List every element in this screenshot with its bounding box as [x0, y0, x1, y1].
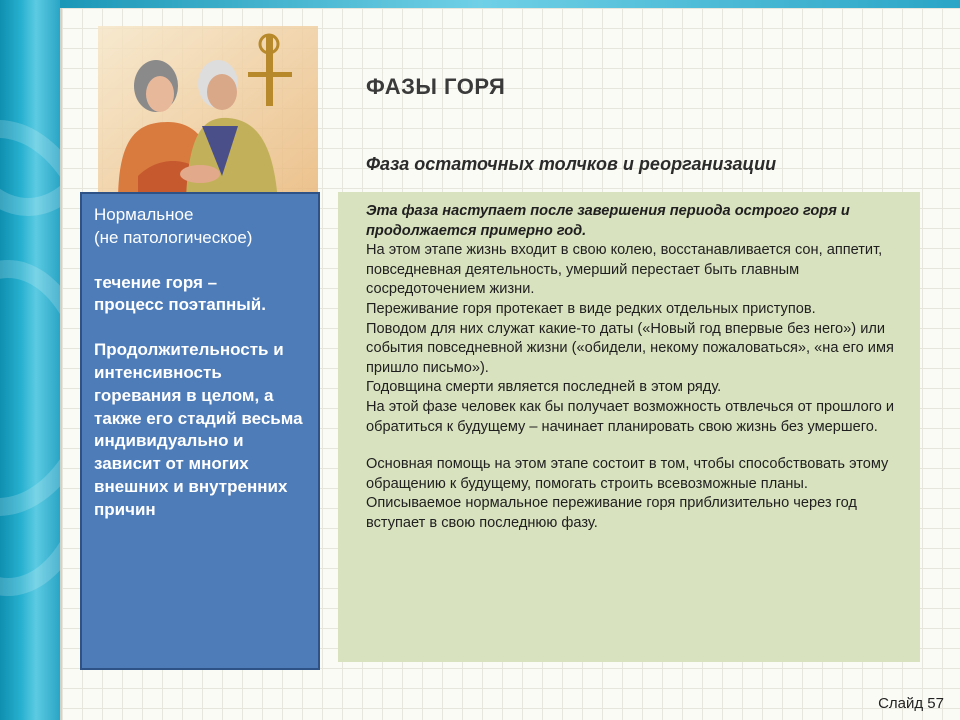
left-decor-band: [0, 0, 60, 720]
slide-title: ФАЗЫ ГОРЯ: [366, 74, 506, 99]
phase-description-box: [338, 192, 920, 662]
phase-paragraph: На этой фазе человек как бы получает возможность отвлечься от прошлого и обратиться к будущему – начинает планировать свою жизнь без умершего.: [366, 398, 895, 435]
summary-line-course: течение горя –: [94, 272, 218, 292]
top-decor-band: [0, 0, 960, 8]
phase-lead-text: Эта фаза наступает после завершения периода острого горя и продолжается примерно год.: [366, 203, 850, 239]
phase-paragraph-help: Основная помощь на этом этапе состоит в том, чтобы способствовать этому обращению к будущему, помогать строить всевозможные планы. Описываемое нормальное переживание горя приблизительно через год вступает в свою последнюю фазу.: [366, 456, 889, 531]
summary-line-non-pathological: (не патологическое): [94, 227, 253, 247]
phase-paragraph: Поводом для них служат какие-то даты («Новый год впервые без него») или события повседневной жизни («обидели, некому пожаловаться», «на его имя пришло письмо»).: [366, 320, 894, 376]
normal-grief-summary-box: [80, 192, 320, 670]
phase-paragraph: Годовщина смерти является последней в этом ряду.: [366, 379, 722, 396]
phase-paragraph: Переживание горя протекает в виде редких отдельных приступов.: [366, 300, 816, 317]
grieving-couple-illustration: [98, 26, 318, 202]
phase-paragraph: На этом этапе жизнь входит в свою колею, восстанавливается сон, аппетит, повседневная деятельность, умерший перестает быть главным сосредоточением жизни.: [366, 242, 883, 298]
summary-line-process: процесс поэтапный.: [94, 295, 266, 315]
slide-subtitle: Фаза остаточных толчков и реорганизации: [366, 154, 777, 174]
slide-number: Слайд 57: [878, 695, 944, 712]
summary-paragraph: Продолжительность и интенсивность горевания в целом, а также его стадий весьма индивидуально и зависит от многих внешних и внутренних причин: [94, 340, 303, 519]
summary-line-normal: Нормальное: [94, 205, 194, 224]
